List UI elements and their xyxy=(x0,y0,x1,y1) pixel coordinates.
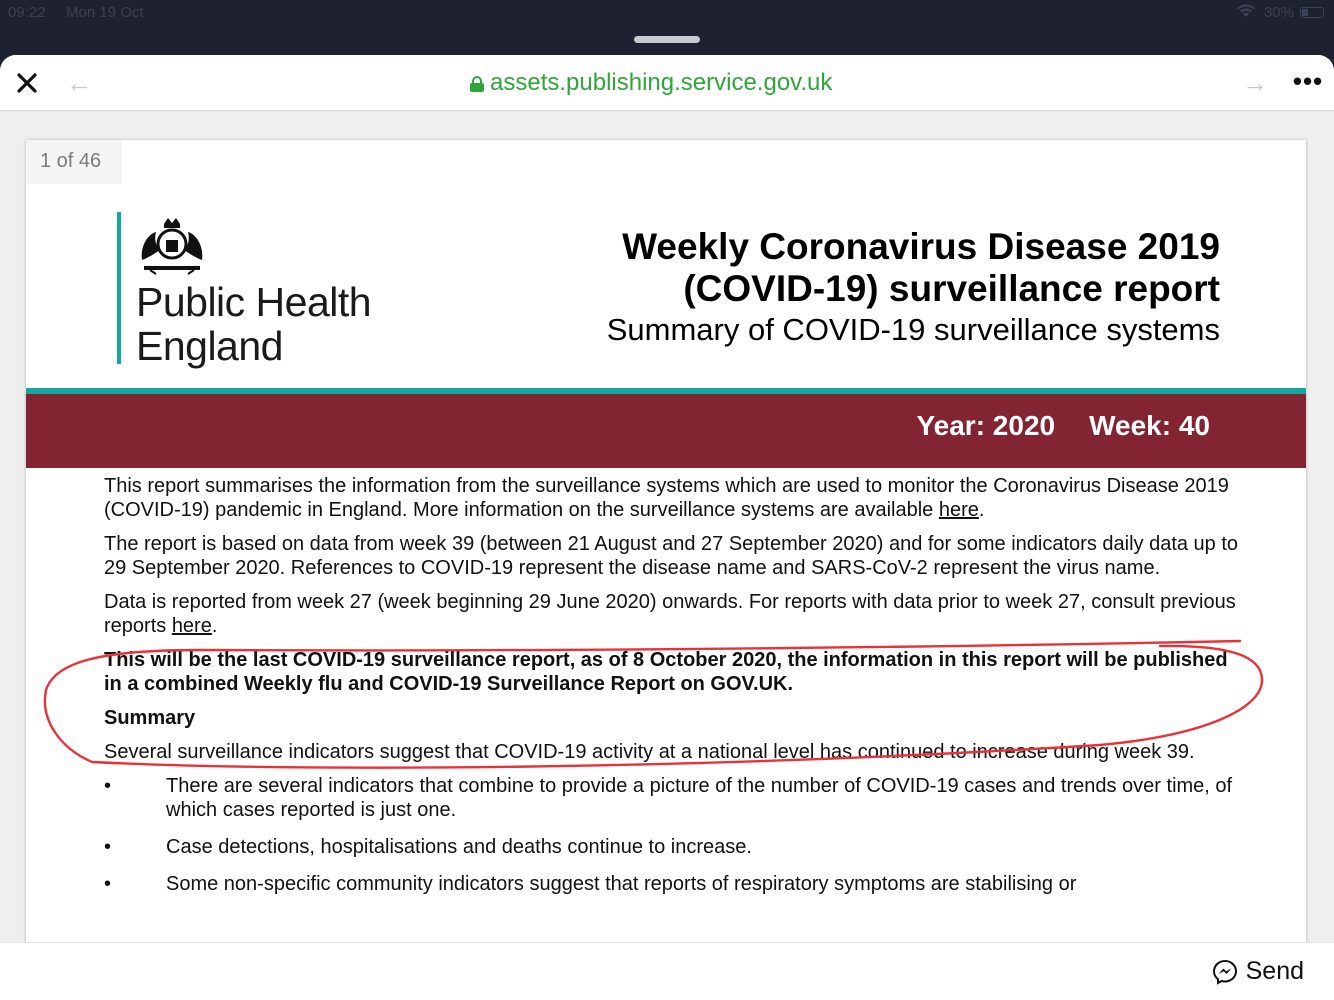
ellipsis-icon: ••• xyxy=(1292,66,1324,96)
lock-icon xyxy=(470,76,484,92)
messenger-icon xyxy=(1212,959,1238,985)
paragraph-intro xyxy=(104,474,1244,522)
summary-bullet: • Case detections, hospitalisations and deaths continue to increase. xyxy=(104,835,1244,859)
org-name-line1: Public Health xyxy=(136,279,372,325)
royal-crest-icon xyxy=(134,210,210,276)
link-here-systems[interactable]: here xyxy=(938,499,979,521)
status-time: 09:22 xyxy=(8,4,46,21)
year-week-band xyxy=(26,394,1306,468)
org-name-line2: England xyxy=(136,323,283,369)
paragraph-data-period: The report is based on data from week 39 (between 21 August and 27 September 2020) and for some indicators daily data up to 29 September 2020. References to COVID-19 represent the disease name and SARS-CoV-2 represent the virus name. xyxy=(104,533,1239,579)
report-title-line1: Weekly Coronavirus Disease 2019 xyxy=(622,226,1220,267)
report-title-block xyxy=(460,226,1220,350)
paragraph-intro-end: . xyxy=(978,499,985,521)
summary-heading: Summary xyxy=(104,707,196,729)
more-options-button[interactable] xyxy=(1288,67,1328,99)
paragraph-data-reported-end: . xyxy=(211,615,218,637)
browser-toolbar xyxy=(0,55,1334,111)
summary-bullet: • Some non-specific community indicators suggest that reports of respiratory symptoms are stabilising or xyxy=(104,872,1244,896)
status-date: Mon 19 Oct xyxy=(66,4,144,21)
report-body xyxy=(104,474,1244,909)
send-label: Send xyxy=(1245,957,1304,985)
org-name xyxy=(136,280,436,368)
forward-button[interactable] xyxy=(1240,67,1270,99)
paragraph-intro-text: This report summarises the information from the surveillance systems which are used to monitor the Coronavirus Disease 2019 (COVID-19) pandemic in England. More information on the surveillance systems are available xyxy=(104,475,1229,521)
page-counter: 1 of 46 xyxy=(26,140,122,184)
summary-bullets xyxy=(104,774,1244,896)
year-label: Year: 2020 xyxy=(916,410,1056,441)
battery-percentage: 30% xyxy=(1263,4,1294,21)
send-button[interactable] xyxy=(1212,957,1304,986)
bottom-bar xyxy=(0,942,1334,1000)
logo-rule xyxy=(117,212,121,364)
status-bar xyxy=(0,0,1334,28)
report-title-line2: (COVID-19) surveillance report xyxy=(683,268,1220,309)
arrow-left-icon: ← xyxy=(66,68,92,98)
summary-intro: Several surveillance indicators suggest that COVID-19 activity at a national level has continued to increase during week 39. xyxy=(104,741,1195,763)
url-text: assets.publishing.service.gov.uk xyxy=(490,69,833,96)
close-icon xyxy=(16,72,38,94)
sheet-grabber[interactable] xyxy=(634,36,700,43)
arrow-right-icon: → xyxy=(1242,68,1268,98)
paragraph-data-reported xyxy=(104,590,1244,638)
close-button[interactable] xyxy=(12,67,42,99)
paragraph-data-reported-text: Data is reported from week 27 (week beginning 29 June 2020) onwards. For reports with data prior to week 27, consult previous reports xyxy=(104,591,1236,637)
wifi-icon xyxy=(1236,4,1256,22)
browser-sheet xyxy=(0,55,1334,1000)
link-here-previous-reports[interactable]: here xyxy=(171,615,212,637)
week-label: Week: 40 xyxy=(1089,410,1210,441)
back-button[interactable] xyxy=(64,67,94,99)
report-subtitle: Summary of COVID-19 surveillance systems xyxy=(606,312,1220,347)
summary-bullet: • There are several indicators that combine to provide a picture of the number of COVID-19 cases and trends over time, of which cases reported is just one. xyxy=(104,774,1244,822)
pdf-page[interactable] xyxy=(26,140,1306,1000)
address-bar[interactable] xyxy=(470,68,832,98)
final-report-notice: This will be the last COVID-19 surveillance report, as of 8 October 2020, the information in this report will be published in a combined Weekly flu and COVID-19 Surveillance Report on GOV.UK. xyxy=(104,649,1228,695)
battery-icon xyxy=(1300,7,1324,18)
